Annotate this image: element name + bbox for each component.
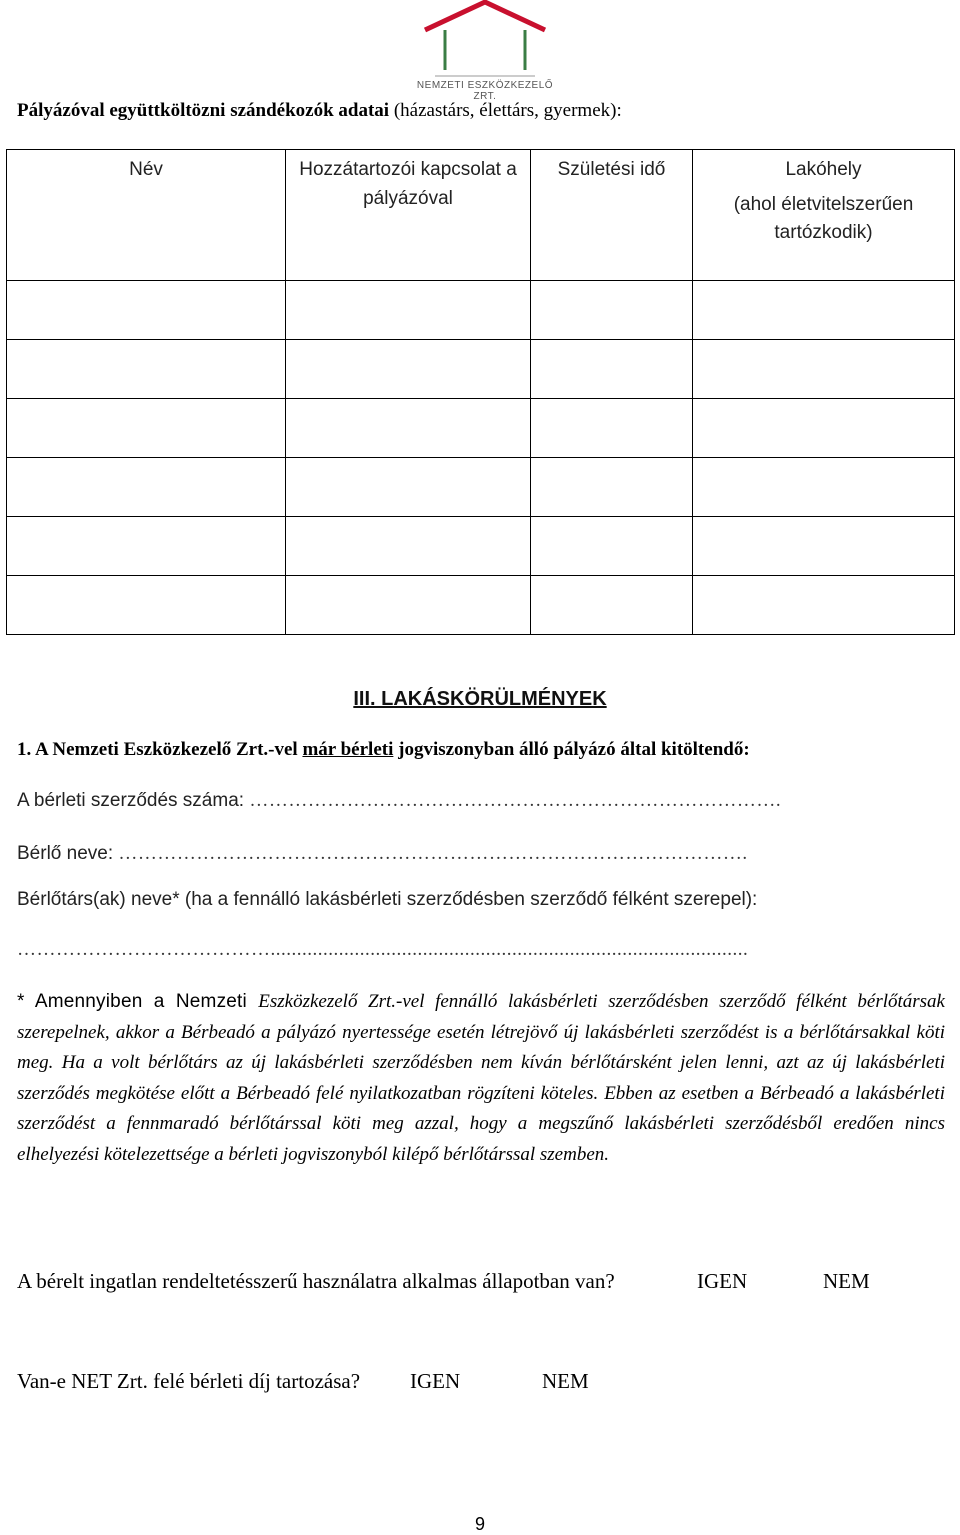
page-number: 9: [474, 1514, 485, 1534]
table-row: [7, 517, 955, 576]
logo-wordmark: NEMZETI ESZKÖZKEZELŐ ZRT.: [416, 80, 554, 102]
note-lead: * Amennyiben a Nemzeti: [17, 991, 259, 1012]
table-cell[interactable]: [531, 399, 693, 458]
section-heading-bold: Pályázóval együttköltözni szándékozók adatai: [17, 100, 390, 121]
cotenants-dots[interactable]: …………………………………...........................................................................................: [17, 939, 749, 960]
table-cell[interactable]: [7, 517, 286, 576]
table-row: [7, 576, 955, 635]
table-cell[interactable]: [531, 281, 693, 340]
header-birth-cell: [531, 150, 693, 281]
household-members-table: [6, 149, 955, 635]
question-property-condition: A bérelt ingatlan rendeltetésszerű használatra alkalmas állapotban van?: [17, 1269, 615, 1293]
tenant-name-label: Bérlő neve:: [17, 843, 114, 864]
table-cell[interactable]: [531, 458, 693, 517]
table-cell[interactable]: [7, 340, 286, 399]
lease-number-field: [17, 790, 781, 812]
header-relation: Hozzátartozói kapcsolat a pályázóval: [299, 159, 517, 209]
table-header-row: [7, 150, 955, 281]
lease-number-dots[interactable]: ……………………………………………………………………….: [249, 790, 782, 811]
table-cell[interactable]: [693, 517, 955, 576]
header-relation-cell: [286, 150, 531, 281]
question-rent-debt: Van-e NET Zrt. felé bérleti díj tartozása?: [17, 1369, 361, 1393]
header-residence: Lakóhely: [785, 159, 862, 180]
table-cell[interactable]: [693, 399, 955, 458]
table-cell[interactable]: [286, 458, 531, 517]
note-text: Eszközkezelő Zrt.-vel fennálló lakásbérleti szerződésben szerződő félként bérlőtársak szerepelnek, akkor a Bérbeadó a pályázó nyertessége esetén létrejövő új lakásbérleti szerződést is a bérlőtársakkal köti meg. Ha a volt bérlőtárs az új lakásbérleti szerződésben nem kíván bérlőtársként jelen lenni, azt az új lakásbérleti szerződés megkötése előtt a Bérbeadó felé nyilatkozatban rögzíteni köteles. Ebben az esetben a Bérbeadó a lakásbérleti szerződést a fennmaradó bérlőtárssal köti meg azzal, hogy a megszűnő lakásbérleti szerződésből eredően nincs elhelyezési kötelezettsége a bérleti jogviszonyból kilépő bérlőtárssal szemben.: [17, 991, 945, 1165]
cotenant-note: [17, 987, 945, 1170]
subsection-prefix: 1. A Nemzeti Eszközkezelő Zrt.-vel: [17, 739, 303, 760]
table-cell[interactable]: [531, 576, 693, 635]
subsection-suffix: jogviszonyban álló pályázó által kitöltendő:: [393, 739, 750, 760]
table-cell[interactable]: [693, 576, 955, 635]
q2-no-option[interactable]: NEM: [542, 1369, 589, 1393]
section-heading-rest: (házastárs, élettárs, gyermek):: [389, 100, 622, 121]
table-cell[interactable]: [7, 281, 286, 340]
table-cell[interactable]: [693, 281, 955, 340]
table-cell[interactable]: [531, 517, 693, 576]
lease-number-label: A bérleti szerződés száma:: [17, 790, 245, 811]
header-residence-cell: [693, 150, 955, 281]
table-cell[interactable]: [7, 399, 286, 458]
table-cell[interactable]: [7, 458, 286, 517]
q1-no-option[interactable]: NEM: [823, 1269, 870, 1293]
tenant-name-field: [17, 843, 748, 865]
tenant-name-dots[interactable]: …………………………………………………………………………………….: [118, 843, 748, 864]
table-cell[interactable]: [286, 517, 531, 576]
table-cell[interactable]: [693, 340, 955, 399]
subsection-underlined: már bérleti: [302, 739, 394, 760]
header-name: Név: [129, 159, 163, 180]
table-row: [7, 399, 955, 458]
table-cell[interactable]: [286, 281, 531, 340]
table-cell[interactable]: [286, 576, 531, 635]
table-cell[interactable]: [7, 576, 286, 635]
table-row: [7, 281, 955, 340]
table-cell[interactable]: [286, 340, 531, 399]
table-cell[interactable]: [286, 399, 531, 458]
table-row: [7, 340, 955, 399]
q2-yes-option[interactable]: IGEN: [410, 1369, 461, 1393]
table-cell[interactable]: [693, 458, 955, 517]
table-row: [7, 458, 955, 517]
q1-yes-option[interactable]: IGEN: [697, 1269, 748, 1293]
chapter-title: III. LAKÁSKÖRÜLMÉNYEK: [353, 688, 607, 710]
subsection-heading: [17, 739, 750, 761]
header-residence-sub: (ahol életvitelszerűen tartózkodik): [733, 194, 914, 243]
section-heading: [17, 100, 622, 122]
header-name-cell: [7, 150, 286, 281]
header-birth: Születési idő: [557, 159, 666, 180]
cotenants-label: Bérlőtárs(ak) neve* (ha a fennálló lakásbérleti szerződésben szerződő félként szerepel):: [17, 889, 758, 910]
table-cell[interactable]: [531, 340, 693, 399]
